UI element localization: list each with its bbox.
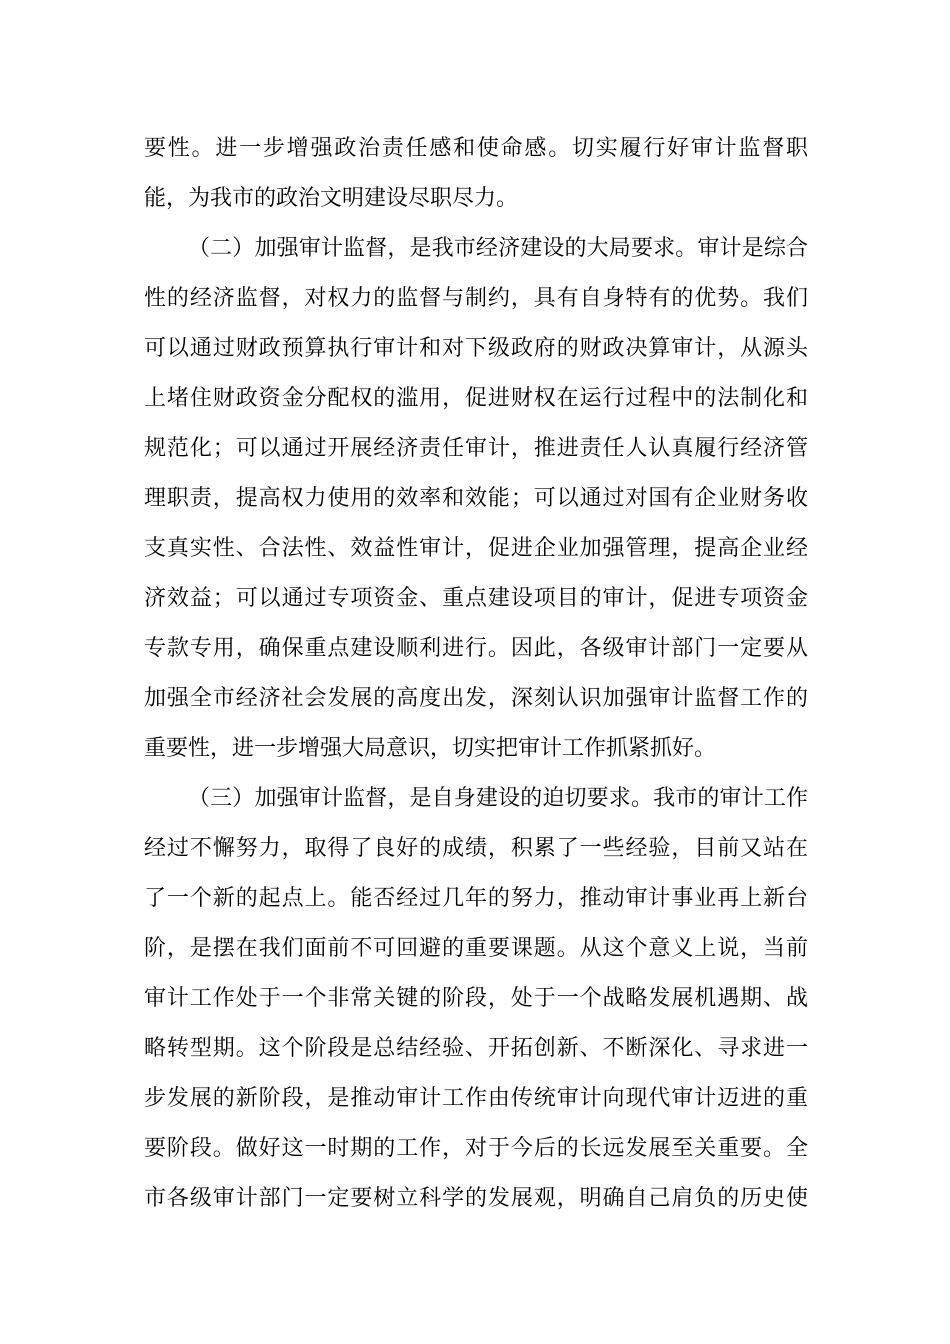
text-line: 阶，是摆在我们面前不可回避的重要课题。从这个意义上说，当前 [144,936,808,961]
text-line: 略转型期。这个阶段是总结经验、开拓创新、不断深化、寻求进一 [144,1036,808,1061]
paragraph-start-line: （三）加强审计监督，是自身建设的迫切要求。我市的审计工作 [188,786,808,811]
text-line: 能，为我市的政治文明建设尽职尽力。 [144,186,519,211]
text-line: 加强全市经济社会发展的高度出发，深刻认识加强审计监督工作的 [144,686,808,711]
text-line: 可以通过财政预算执行审计和对下级政府的财政决算审计，从源头 [144,336,808,361]
text-line: 上堵住财政资金分配权的滥用，促进财权在运行过程中的法制化和 [144,386,808,411]
text-line: 济效益；可以通过专项资金、重点建设项目的审计，促进专项资金 [144,586,808,611]
text-line: 步发展的新阶段，是推动审计工作由传统审计向现代审计迈进的重 [144,1086,808,1111]
text-line: 要阶段。做好这一时期的工作，对于今后的长远发展至关重要。全 [144,1136,808,1161]
text-line: 市各级审计部门一定要树立科学的发展观，明确自己肩负的历史使 [144,1186,808,1211]
text-line: 专款专用，确保重点建设顺利进行。因此，各级审计部门一定要从 [144,636,808,661]
text-line: 要性。进一步增强政治责任感和使命感。切实履行好审计监督职 [144,136,808,161]
text-line: 了一个新的起点上。能否经过几年的努力，推动审计事业再上新台 [144,886,808,911]
text-line: 规范化；可以通过开展经济责任审计，推进责任人认真履行经济管 [144,436,808,461]
body-text [144,124,808,1224]
text-line: 经过不懈努力，取得了良好的成绩，积累了一些经验，目前又站在 [144,836,808,861]
paragraph-start-line: （二）加强审计监督，是我市经济建设的大局要求。审计是综合 [188,236,808,261]
text-line: 审计工作处于一个非常关键的阶段，处于一个战略发展机遇期、战 [144,986,808,1011]
text-line: 性的经济监督，对权力的监督与制约，具有自身特有的优势。我们 [144,286,808,311]
text-line: 理职责，提高权力使用的效率和效能；可以通过对国有企业财务收 [144,486,808,511]
text-line: 重要性，进一步增强大局意识，切实把审计工作抓紧抓好。 [144,736,717,761]
text-line: 支真实性、合法性、效益性审计，促进企业加强管理，提高企业经 [144,536,808,561]
